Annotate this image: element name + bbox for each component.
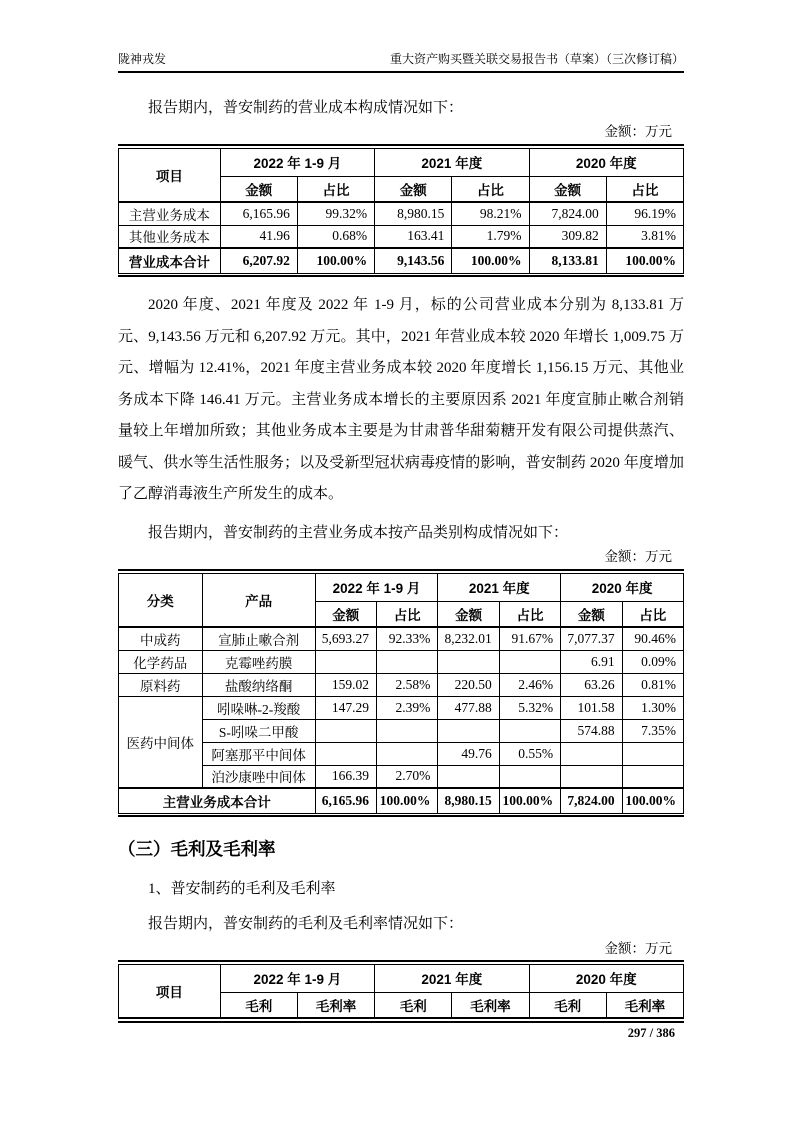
- col-header-period-2022: 2022 年 1-9 月: [315, 573, 438, 601]
- cell-value: 220.50: [438, 673, 499, 696]
- cell-value: 100.00%: [377, 788, 438, 813]
- cell-product: 吲哚啉-2-羧酸: [202, 696, 315, 719]
- table-row: [119, 742, 684, 765]
- col-header-gross-profit: 毛利: [220, 992, 297, 1018]
- cell-value: 0.09%: [622, 650, 683, 673]
- cell-product: 克霉唑药膜: [202, 650, 315, 673]
- intro-operating-cost: 报告期内，普安制药的营业成本构成情况如下：: [148, 99, 464, 116]
- col-header-item: 项目: [119, 964, 221, 1018]
- col-header-ratio: 占比: [297, 176, 374, 202]
- section-heading-gross-margin: （三）毛利及毛利率: [118, 839, 276, 860]
- unit-label-1: 金额：万元: [604, 124, 672, 140]
- col-header-category: 分类: [119, 573, 203, 627]
- col-header-amount: 金额: [220, 176, 297, 202]
- cell-value: 7,824.00: [529, 202, 606, 225]
- cell-value: 7.35%: [622, 719, 683, 742]
- cell-value: 163.41: [375, 225, 452, 248]
- cell-value: [622, 765, 683, 788]
- cell-label: 主营业务成本合计: [119, 788, 316, 813]
- cell-value: 9,143.56: [375, 248, 452, 273]
- cell-product: 泊沙康唑中间体: [202, 765, 315, 788]
- col-header-ratio: 占比: [499, 601, 560, 627]
- col-header-period-2020: 2020 年度: [529, 964, 683, 992]
- cell-category: 化学药品: [119, 650, 203, 673]
- cell-value: 98.21%: [452, 202, 529, 225]
- cell-label: 营业成本合计: [119, 248, 221, 273]
- cell-value: 92.33%: [377, 627, 438, 650]
- cell-value: 2.46%: [499, 673, 560, 696]
- intro-gross-margin: 报告期内，普安制药的毛利及毛利率情况如下：: [148, 916, 464, 933]
- cell-value: [438, 765, 499, 788]
- cell-value: [499, 719, 560, 742]
- cell-value: 3.81%: [606, 225, 683, 248]
- cell-category: 医药中间体: [119, 696, 203, 788]
- col-header-period-2020: 2020 年度: [561, 573, 684, 601]
- cell-value: 100.00%: [297, 248, 374, 273]
- cell-value: [438, 719, 499, 742]
- cell-value: 100.00%: [606, 248, 683, 273]
- col-header-period-2020: 2020 年度: [529, 148, 683, 176]
- cost-analysis-paragraph: 2020 年度、2021 年度及 2022 年 1-9 月，标的公司营业成本分别为 8,133.81 万元、9,143.56 万元和 6,207.92 万元。其中，2021 年营业成本较 2020 年增长 1,009.75 万元、增幅为 12.41%，2021 年度主营业务成本较 2020 年度增长 1,156.15 万元、其他业务成本下降 146.41 万元。主营业务成本增长的主要原因系 2021 年度宣肺止嗽合剂销量较上年增加所致；其他业务成本主要是为甘肃普华甜菊糖开发有限公司提供蒸汽、暖气、供水等生活性服务；以及受新型冠状病毒疫情的影响，普安制药 2020 年度增加了乙醇消毒液生产所发生的成本。: [118, 297, 684, 503]
- col-header-ratio: 占比: [377, 601, 438, 627]
- cell-value: 100.00%: [499, 788, 560, 813]
- cell-value: [315, 650, 376, 673]
- cell-value: 1.79%: [452, 225, 529, 248]
- cell-value: 8,980.15: [375, 202, 452, 225]
- total-row: [119, 788, 684, 813]
- cell-value: 574.88: [561, 719, 622, 742]
- unit-label-3: 金额：万元: [604, 940, 672, 956]
- col-header-ratio: 占比: [622, 601, 683, 627]
- cell-value: 63.26: [561, 673, 622, 696]
- cell-value: 166.39: [315, 765, 376, 788]
- cell-category: 原料药: [119, 673, 203, 696]
- col-header-gross-profit: 毛利: [375, 992, 452, 1018]
- table-row: [119, 719, 684, 742]
- cell-value: [622, 742, 683, 765]
- cell-value: 5.32%: [499, 696, 560, 719]
- cell-value: 100.00%: [452, 248, 529, 273]
- table-row: [119, 202, 684, 225]
- cell-value: 309.82: [529, 225, 606, 248]
- cell-value: 0.68%: [297, 225, 374, 248]
- col-header-gross-margin: 毛利率: [297, 992, 374, 1018]
- intro-product-cost: 报告期内，普安制药的主营业务成本按产品类别构成情况如下：: [148, 524, 569, 541]
- table-row: [119, 673, 684, 696]
- cell-value: [561, 765, 622, 788]
- cell-value: [499, 650, 560, 673]
- col-header-amount: 金额: [529, 176, 606, 202]
- table-row: [119, 225, 684, 248]
- cell-value: 8,980.15: [438, 788, 499, 813]
- cell-value: 101.58: [561, 696, 622, 719]
- cell-value: [377, 650, 438, 673]
- col-header-gross-margin: 毛利率: [606, 992, 683, 1018]
- col-header-amount: 金额: [438, 601, 499, 627]
- cell-category: 中成药: [119, 627, 203, 650]
- col-header-period-2021: 2021 年度: [438, 573, 561, 601]
- cell-value: [315, 742, 376, 765]
- cell-value: 147.29: [315, 696, 376, 719]
- cell-value: 8,133.81: [529, 248, 606, 273]
- cell-value: 49.76: [438, 742, 499, 765]
- col-header-gross-profit: 毛利: [529, 992, 606, 1018]
- cell-value: 99.32%: [297, 202, 374, 225]
- cell-value: 2.70%: [377, 765, 438, 788]
- cell-label: 其他业务成本: [119, 225, 221, 248]
- col-header-amount: 金额: [375, 176, 452, 202]
- cell-value: 0.55%: [499, 742, 560, 765]
- cell-value: [561, 742, 622, 765]
- page-number: 297 / 386: [627, 1026, 675, 1040]
- cell-value: [377, 719, 438, 742]
- cell-value: [438, 650, 499, 673]
- cell-value: 6,165.96: [315, 788, 376, 813]
- col-header-period-2022: 2022 年 1-9 月: [220, 964, 374, 992]
- col-header-amount: 金额: [315, 601, 376, 627]
- cell-value: 6,207.92: [220, 248, 297, 273]
- col-header-period-2022: 2022 年 1-9 月: [220, 148, 374, 176]
- cell-product: 宣肺止嗽合剂: [202, 627, 315, 650]
- col-header-period-2021: 2021 年度: [375, 964, 529, 992]
- cell-value: 8,232.01: [438, 627, 499, 650]
- col-header-ratio: 占比: [606, 176, 683, 202]
- cell-value: 7,077.37: [561, 627, 622, 650]
- col-header-amount: 金额: [561, 601, 622, 627]
- col-header-product: 产品: [202, 573, 315, 627]
- product-cost-table: [118, 569, 684, 817]
- cell-product: 盐酸纳络酮: [202, 673, 315, 696]
- cell-value: 0.81%: [622, 673, 683, 696]
- cell-value: 477.88: [438, 696, 499, 719]
- cell-value: 159.02: [315, 673, 376, 696]
- cell-value: [315, 719, 376, 742]
- col-header-item: 项目: [119, 148, 221, 202]
- cell-value: [377, 742, 438, 765]
- cell-value: [499, 765, 560, 788]
- sub-heading-gross-margin: 1、普安制药的毛利及毛利率: [148, 880, 336, 897]
- cell-value: 2.58%: [377, 673, 438, 696]
- header-company: 陇神戎发: [118, 52, 167, 66]
- table-row: [119, 627, 684, 650]
- col-header-period-2021: 2021 年度: [375, 148, 529, 176]
- unit-label-2: 金额：万元: [604, 549, 672, 565]
- cell-value: 7,824.00: [561, 788, 622, 813]
- table-row: [119, 696, 684, 719]
- cell-label: 主营业务成本: [119, 202, 221, 225]
- cell-value: 5,693.27: [315, 627, 376, 650]
- col-header-ratio: 占比: [452, 176, 529, 202]
- cell-value: 6,165.96: [220, 202, 297, 225]
- cell-value: 96.19%: [606, 202, 683, 225]
- cell-value: 2.39%: [377, 696, 438, 719]
- col-header-gross-margin: 毛利率: [452, 992, 529, 1018]
- cell-value: 91.67%: [499, 627, 560, 650]
- cell-value: 90.46%: [622, 627, 683, 650]
- cell-value: 100.00%: [622, 788, 683, 813]
- header-doc-title: 重大资产购买暨关联交易报告书（草案）（三次修订稿）: [389, 52, 684, 66]
- cell-product: S-吲哚二甲酸: [202, 719, 315, 742]
- operating-cost-table: [118, 144, 684, 277]
- table-row: [119, 765, 684, 788]
- cell-value: 1.30%: [622, 696, 683, 719]
- total-row: [119, 248, 684, 273]
- cell-value: 6.91: [561, 650, 622, 673]
- cell-value: 41.96: [220, 225, 297, 248]
- table-row: [119, 650, 684, 673]
- page-content: [118, 0, 684, 1023]
- gross-margin-table: [118, 960, 684, 1023]
- cell-product: 阿塞那平中间体: [202, 742, 315, 765]
- running-header: [118, 0, 684, 73]
